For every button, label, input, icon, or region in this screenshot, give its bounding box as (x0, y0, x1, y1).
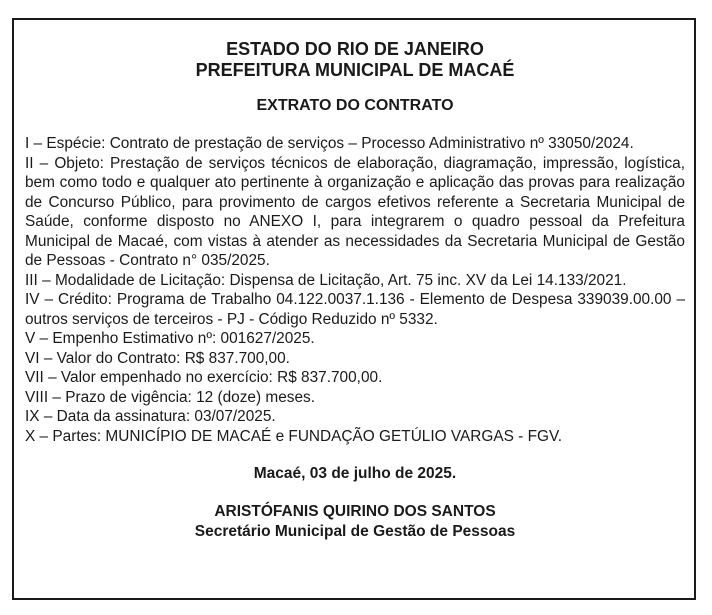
document-border (12, 18, 696, 600)
signatory-role: Secretário Municipal de Gestão de Pessoas (194, 523, 516, 540)
clause-partes: X – Partes: MUNICÍPIO DE MACAÉ e FUNDAÇÃO GETÚLIO VARGAS - FGV. (25, 427, 563, 445)
signatory-name: ARISTÓFANIS QUIRINO DOS SANTOS (214, 503, 496, 520)
document-content (25, 39, 685, 542)
clause-especie: I – Espécie: Contrato de prestação de serviços – Processo Administrativo nº 33050/2024. (25, 135, 634, 152)
header-prefecture: PREFEITURA MUNICIPAL DE MACAÉ (195, 60, 515, 80)
clause-valor-contrato: VI – Valor do Contrato: R$ 837.700,00. (25, 349, 290, 367)
clause-valor-empenhado: VII – Valor empenhado no exercício: R$ 837.700,00. (25, 369, 383, 386)
signature-block (25, 502, 685, 542)
clause-data-assinatura: IX – Data da assinatura: 03/07/2025. (25, 408, 276, 425)
place-date: Macaé, 03 de julho de 2025. (253, 465, 457, 482)
clause-modalidade: III – Modalidade de Licitação: Dispensa de Licitação, Art. 75 inc. XV da Lei 14.133/2021. (25, 271, 627, 289)
clause-credito: IV – Crédito: Programa de Trabalho 04.122.0037.1.136 - Elemento de Despesa 339039.00.00 – outros serviços de terceiros - PJ - Código Reduzido nº 5332. (25, 291, 685, 328)
header-state: ESTADO DO RIO DE JANEIRO (226, 39, 484, 59)
document-title: EXTRATO DO CONTRATO (256, 97, 454, 114)
clause-objeto: II – Objeto: Prestação de serviços técnicos de elaboração, diagramação, impressão, logística, bem como todo e qualquer ato pertinente à organização e aplicação das provas para realização de Concurso Público, para provimento de cargos efetivos referente a Secretaria Municipal de Saúde, conforme disposto no ANEXO I, para integrarem o quadro pessoal da Prefeitura Municipal de Macaé, com vistas à atender as necessidades da Secretaria Municipal de Gestão de Pessoas - Contrato n° 035/2025. (25, 154, 685, 269)
contract-clauses (25, 134, 685, 446)
clause-prazo: VIII – Prazo de vigência: 12 (doze) meses. (25, 388, 316, 406)
clause-empenho: V – Empenho Estimativo nº: 001627/2025. (25, 330, 315, 347)
